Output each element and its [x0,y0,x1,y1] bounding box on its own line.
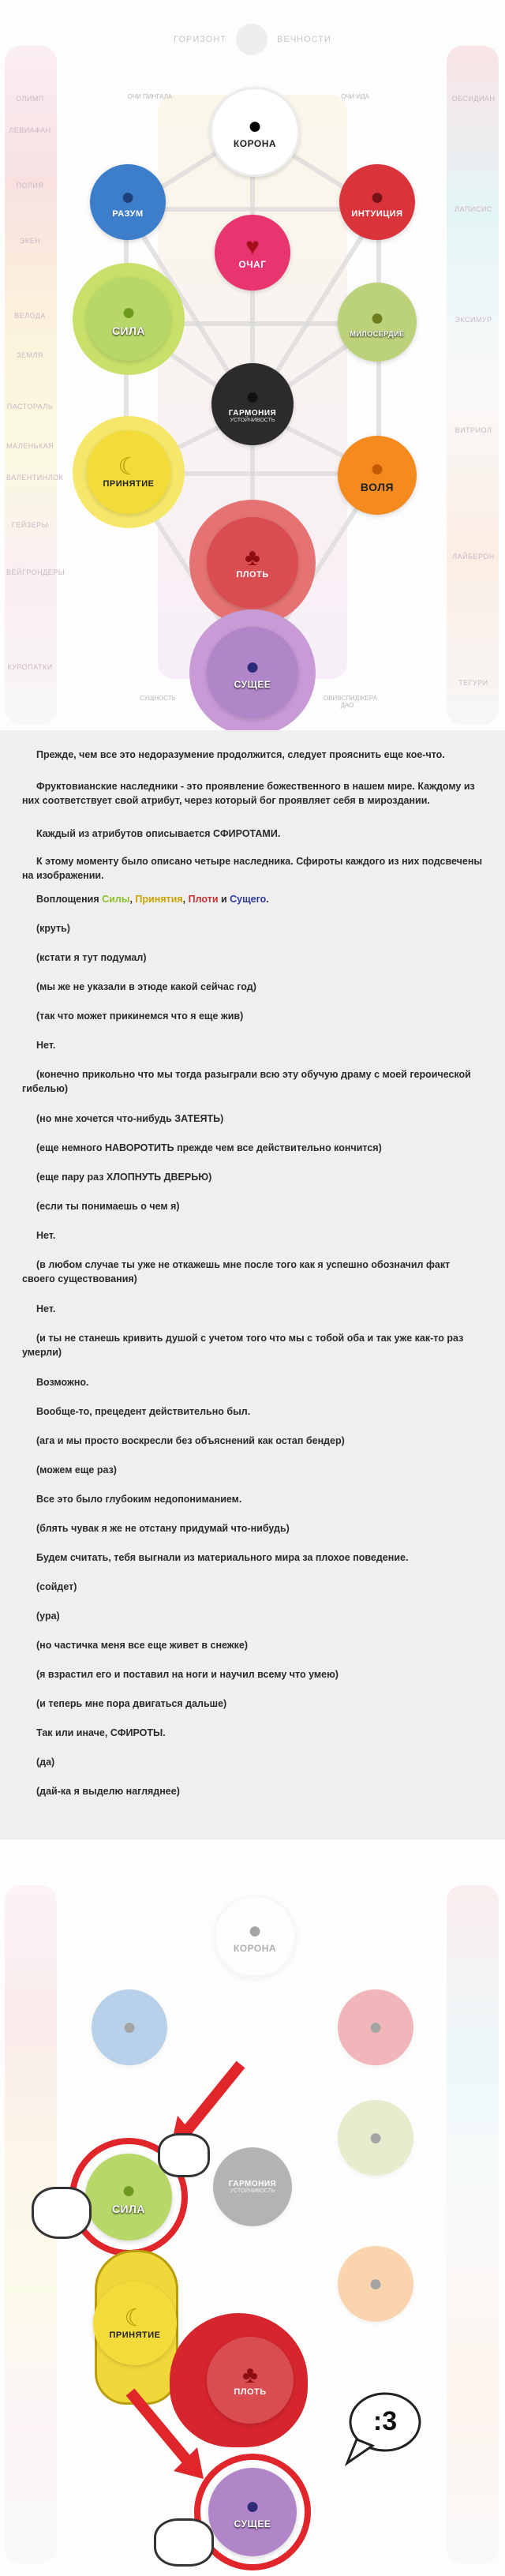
dialogue-line: (я взрастил его и поставил на ноги и научил всему что умею) [36,1669,339,1680]
blueberry-icon: ● [245,2493,260,2519]
node-label: СУЩЕЕ [234,2518,271,2529]
dialogue-line: (мы же не указали в этюде какой сейчас год) [36,981,256,992]
hl-sila: Силы [102,894,130,905]
node-label: СИЛА [111,324,146,337]
horizon-title: ГОРИЗОНТ ВЕЧНОСТИ [0,24,505,55]
orange-icon: ● [368,2270,383,2297]
dialogue-line: (да) [36,1757,55,1768]
node-label: ПЛОТЬ [234,2387,267,2397]
node-volya [338,436,417,515]
cat-sketch-top [158,2133,210,2177]
dialogue-line: Вообще-то, прецедент действительно был. [36,1406,251,1417]
blackberry-icon: ● [247,1918,263,1944]
node-sublabel: УСТОЙЧИВОСТЬ [230,2188,275,2194]
dialogue-line: (сойдет) [36,1581,77,1592]
node-label: ПРИНЯТИЕ [103,479,155,489]
banana-icon: ☾ [118,454,140,480]
dialogue-line: (но мне хочется что-нибудь ЗАТЕЯТЬ) [36,1113,224,1124]
node-garmoniya [211,363,294,445]
caption-top-left: ОЧИ ПИНГАЛА [127,93,173,100]
node-sushchee [207,627,298,718]
node-sublabel: УСТОЙЧИВОСТЬ [230,418,275,423]
dialogue-line: (если ты понимаешь о чем я) [36,1201,180,1212]
cherry-icon: ♣ [245,545,260,571]
dialogue-line: (можем еще раз) [36,1464,117,1475]
node-label: ПРИНЯТИЕ [109,2330,161,2340]
sefirot-tree-top [0,0,505,730]
orange-icon: ● [369,456,385,482]
caption-bottom-left: СУЩНОСТЬ [140,695,176,702]
cat-sketch-left [32,2187,92,2239]
blueberry-icon: ● [245,654,260,680]
node-label: КОРОНА [233,138,277,149]
dialogue-line: Нет. [36,1303,56,1314]
side-label: ПАСТОРАЛЬ [6,403,54,411]
dialogue-line: (кстати я тут подумал) [36,952,147,963]
node-intuitsiya [339,164,415,240]
node-razum [90,164,166,240]
node-label: КОРОНА [233,1943,277,1954]
speech-bubble-tail [347,2439,372,2463]
node-sila [87,277,170,361]
sefirot-tree-bottom [0,1839,505,2576]
side-label: ЛЕВИАФАН [9,126,51,134]
olive-icon: ● [368,2124,383,2150]
text-part: . [266,894,269,905]
node-prinyatie [87,430,170,514]
dialogue-line: Будем считать, тебя выгнали из материального мира за плохое поведение. [36,1552,409,1563]
side-label: ОЛИМП [16,95,44,103]
side-label: ПОЛИЯ [16,182,44,189]
pomegranate-icon: ● [369,184,385,210]
hl-sushchee: Сущего [230,894,267,905]
node-label: ПЛОТЬ [236,570,269,579]
dialogue-line: (так что может прикинемся что я еще жив) [36,1011,244,1022]
side-label: ВЕЙГРОНДЕРЫ [6,568,65,576]
blackberry-icon: ● [247,113,263,139]
dialogue-line: Нет. [36,1230,56,1241]
dialogue-line: (и теперь мне пора двигаться дальше) [36,1698,227,1709]
story-text [0,730,505,1839]
side-label: ЗЕМЛЯ [17,351,43,359]
strawberry-icon: ♥ [245,234,260,260]
olive-icon: ● [369,305,385,331]
pomegranate-icon: ● [368,2014,383,2040]
side-label: МАЛЕНЬКАЯ [6,442,54,450]
node-miloserdie [338,283,417,362]
side-label: ВЕЛОДА [14,312,46,320]
paragraph-highlighted [22,892,483,906]
hl-plot: Плоти [188,894,219,905]
cherry-icon: ♣ [242,2362,258,2388]
dialogue-line: (но частичка меня все еще живет в снежке) [36,1640,249,1651]
dialogue-line: Так или иначе, СФИРОТЫ. [36,1727,166,1738]
dialogue-line: (блять чувак я же не отстану придумай что-нибудь) [36,1523,290,1534]
dialogue-line: (еще пару раз ХЛОПНУТЬ ДВЕРЬЮ) [36,1172,212,1183]
arrow-to-sushchee [130,2392,204,2479]
node-label: СИЛА [111,2203,146,2215]
paragraph: Прежде, чем все это недоразумение продолжится, следует прояснить еще кое-что. [36,749,445,760]
dialogue-line: (дай-ка я выделю нагляднее) [36,1786,180,1797]
dialogue-line: Нет. [36,1040,56,1051]
node-label: ИНТУИЦИЯ [351,209,403,219]
dialogue-line: (круть) [36,923,70,934]
text-part: Воплощения [36,894,103,905]
dialogue-line: Возможно. [36,1377,89,1388]
text-part: , [129,894,136,905]
cat-sketch-bottom [154,2518,214,2567]
side-label: ЭКСИМУР [454,316,492,324]
paragraph: Каждый из атрибутов описывается СФИРОТАМИ. [36,828,281,839]
dialogue-line: (еще немного НАВОРОТИТЬ прежде чем все действительно кончится) [36,1142,382,1153]
dialogue-line: Все это было глубоким недопониманием. [36,1494,242,1505]
dialogue-line: (в любом случае ты уже не откажешь мне после того как я успешно обозначил факт своего существования) [22,1259,451,1284]
caption-bottom-right: ОВИВСПИДЖЕРА ДАО [324,695,377,709]
hl-prinyatie: Принятия [135,894,183,905]
apple-icon: ● [121,299,137,325]
side-label: ВАЛЕНТИНЛОК [6,474,64,482]
side-label: ЭКЕН [19,237,41,245]
dialogue-line: (и ты не станешь кривить душой с учетом того что мы с тобой оба и так уже как-то раз умерли) [22,1333,464,1358]
side-label: ГЕЙЗЕРЫ [11,521,49,529]
node-label: ОЧАГ [238,259,267,270]
dark-apple-icon: ● [245,384,260,410]
banana-icon: ☾ [124,2305,146,2331]
node-label: ВОЛЯ [360,481,395,493]
caption-top-right: ОЧИ ИДА [341,93,369,100]
blueberry-icon: ● [122,2014,137,2040]
side-label: ТЕГУРИ [458,679,488,687]
side-label: ЛАЙБЕРОН [452,553,495,561]
side-label: ЛАПИСИС [454,205,492,213]
dialogue-line: (ура) [36,1610,60,1622]
dialogue-line: (конечно прикольно что мы тогда разыграли всю эту обучую драму с моей героической гибелью) [22,1069,471,1094]
blueberry-icon: ● [120,184,136,210]
side-label: КУРОПАТКИ [7,663,53,671]
node-label: ГАРМОНИЯ [228,2180,277,2188]
paragraph: Фруктовианские наследники - это проявление божественного в нашем мире. Каждому из них соответствует свой атрибут, через который бог проявляет себя в мироздании. [22,781,475,806]
paragraph: К этому моменту было описано четыре наследника. Сфироты каждого из них подсвечены на изображении. [22,856,483,881]
node-label: СУЩЕЕ [234,679,271,690]
node-korona [210,87,300,177]
speech-bubble-text: :3 [372,2406,398,2436]
dialogue-line: (ага и мы просто воскресли без объяснений как остап бендер) [36,1435,345,1446]
side-label: ОБСИДИАН [451,95,496,103]
text-part: и [218,894,230,905]
node-label: ГАРМОНИЯ [228,409,277,418]
apple-icon: ● [121,2177,137,2203]
node-label: МИЛОСЕРДИЕ [350,330,405,338]
node-ochag [215,215,290,291]
text-part: , [182,894,189,905]
side-label: ВИТРИОЛ [454,426,492,434]
node-label: РАЗУМ [112,209,144,219]
node-plot [207,517,298,609]
